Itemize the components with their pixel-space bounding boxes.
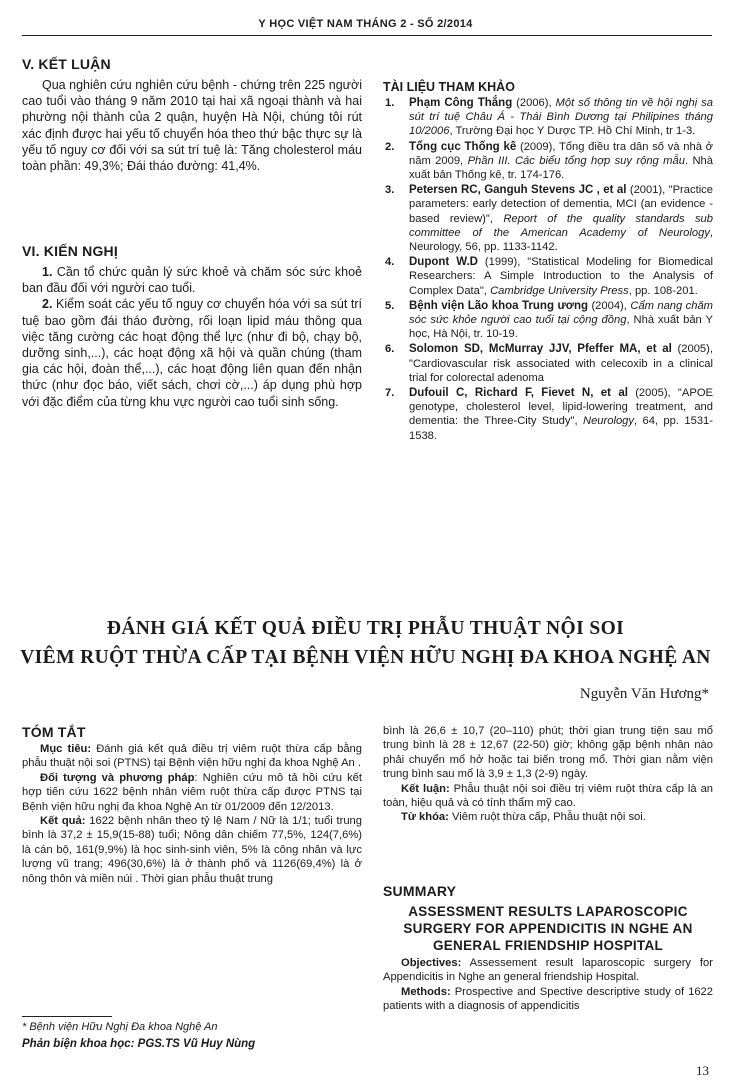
- recommendation-text-2: Kiểm soát các yếu tố nguy cơ chuyển hóa với sa sút trí tuệ bao gồm đái tháo đường, rối loạn lipid máu thông qua việc tăng cường các hoạt động thể lực (như đi bộ, chạy bộ, dưỡng sinh,...), các hoạt động xã hội và quần chúng (tham gia các hội, đoàn thể,...), các hoạt động liên quan đến nhận thức (như đọc báo, viết sách, chơi cờ,...) áp dụng phù hợp với đặc điểm của từng khu vực người cao tuổi sinh sống.: [22, 297, 362, 409]
- summary-title-line-3: GENERAL FRIENDSHIP HOSPITAL: [432, 938, 664, 953]
- abstract-conclusion-text: Phẫu thuật nội soi điều trị viêm ruột thừa cấp là an toàn, hiệu quả và có tính thẩm mỹ cao.: [383, 782, 714, 810]
- abstract-section: [22, 724, 362, 886]
- recommendation-num-1: 1.: [42, 265, 53, 279]
- journal-header: Y HỌC VIỆT NAM THÁNG 2 - SỐ 2/2014: [258, 18, 473, 30]
- references-section: [383, 80, 713, 444]
- reference-details: . Nhà xuất bản Thống kê, tr. 174-176.: [409, 154, 713, 182]
- reference-text: (2005), "APOE genotype, cholesterol level, lipid-lowering treatment, and dementia: the Three-City Study",: [409, 387, 713, 428]
- reference-number: 3.: [385, 184, 395, 197]
- reference-author: Dufouil C, Richard F, Fievet N, et al: [409, 387, 628, 400]
- abstract-results-continued: bình là 26,6 ± 10,7 (20–110) phút; thời gian trung tiện sau mổ trung bình là 28 ± 12,67 (22-50) giờ; không gặp bệnh nhân nào phải chuyển mổ hở hoặc tai biến trong mổ. Thời gian nằm viện trung bình sau mổ là 3,9 ± 1,3 (2-9) ngày.: [383, 725, 713, 781]
- summary-methods-label: Methods:: [401, 985, 451, 998]
- reference-details: , 64, pp. 1531-1538.: [409, 415, 713, 442]
- reference-text: (2009), Tổng điều tra dân số và nhà ở năm 2009,: [409, 140, 713, 167]
- reference-source: Neurology: [582, 415, 634, 428]
- abstract-keywords-text: Viêm ruột thừa cấp, Phẫu thuật nội soi.: [448, 811, 646, 824]
- article-title-line-2: VIÊM RUỘT THỪA CẤP TẠI BỆNH VIỆN HỮU NGHỊ ĐA KHOA NGHỆ AN: [20, 647, 711, 668]
- reference-item: [383, 140, 713, 183]
- recommendation-section: [22, 243, 362, 410]
- reference-text: (2004),: [588, 299, 631, 312]
- reference-source: Phần III. Các biểu tổng hợp suy rộng mẫu: [467, 154, 685, 167]
- reference-text: (2001), "Practice parameters: early detection of dementia, MCI (an evidence - based review)",: [409, 184, 713, 225]
- header-divider: [22, 35, 712, 36]
- reference-source: Cẩm nang chăm sóc sức khỏe người cao tuổi tại cộng đồng: [409, 299, 713, 327]
- abstract-title: TÓM TẮT: [22, 724, 86, 740]
- reference-number: 7.: [385, 387, 395, 400]
- summary-title-line-1: ASSESSMENT RESULTS LAPAROSCOPIC: [408, 904, 688, 919]
- reference-number: 6.: [385, 343, 395, 356]
- recommendation-item-1: [22, 264, 362, 296]
- abstract-results-label: Kết quả:: [40, 815, 86, 828]
- article-author: Nguyễn Văn Hương*: [579, 686, 709, 702]
- reference-item: [383, 299, 713, 342]
- summary-methods-text: Prospective and Spective descriptive study of 1622 patients with a diagnosis of appendicitis: [383, 985, 713, 1013]
- abstract-conclusion-label: Kết luận:: [401, 782, 450, 795]
- conclusion-title: V. KẾT LUẬN: [22, 56, 111, 72]
- reference-text: (2006),: [512, 97, 556, 109]
- recommendation-num-2: 2.: [42, 297, 53, 312]
- abstract-keywords: [383, 810, 713, 824]
- abstract-keywords-label: Từ khóa:: [401, 811, 449, 824]
- footnote-divider: [22, 1016, 112, 1017]
- recommendation-title: VI. KIẾN NGHỊ: [22, 243, 118, 259]
- reference-source: Một số thông tin về hội nghị sa sút trí tuệ Châu Á - Thái Bình Dương tại Philipines tháng 10/2006: [409, 97, 713, 138]
- references-list: [383, 96, 713, 443]
- reference-number: 5.: [385, 299, 395, 312]
- abstract-methods: [22, 771, 362, 814]
- reference-author: Phạm Công Thắng: [409, 97, 513, 109]
- footnote-reviewer: Phản biện khoa học: PGS.TS Vũ Huy Nùng: [22, 1038, 256, 1050]
- recommendation-item-2: [22, 296, 362, 409]
- abstract-conclusion: [383, 782, 713, 811]
- abstract-results-text: 1622 bệnh nhân theo tỷ lệ Nam / Nữ là 1/1; tuổi trung bình là 37,2 ± 15,9(15-88) tuổi; Nông dân chiếm 77,5%, 124(7,6%) là cán bộ, 161(9,9%) là học sinh-sinh viên, 5% là công nhân và lực lượng vũ trang; 496(30,6%) là ở thành phố và 1126(69,4%) là ở nông thôn và miền núi . Thời gian phẫu thuật trung: [22, 815, 362, 885]
- reference-item: [383, 342, 713, 385]
- abstract-methods-text: : Nghiên cứu mô tả hồi cứu kết hợp tiến cứu 1622 bệnh nhân viêm ruột thừa cấp được PTNS tại Bệnh viện hữu nghị đa khoa Nghệ An từ 01/2009 đến 12/2013.: [22, 771, 362, 813]
- abstract-methods-label: Đối tượng và phương pháp: [40, 771, 195, 784]
- reference-number: 4.: [385, 256, 395, 269]
- reference-author: Petersen RC, Ganguh Stevens JC , et al: [409, 184, 627, 197]
- article-title-line-1: ĐÁNH GIÁ KẾT QUẢ ĐIỀU TRỊ PHẪU THUẬT NỘI SOI: [106, 618, 625, 639]
- reference-item: [383, 386, 713, 443]
- reference-details: , pp. 108-201.: [628, 284, 698, 297]
- references-title: TÀI LIỆU THAM KHẢO: [383, 80, 515, 94]
- reference-item: [383, 96, 713, 139]
- reference-author: Bệnh viện Lão khoa Trung ương: [409, 299, 589, 312]
- reference-item: [383, 183, 713, 254]
- reference-details: , Neurology, 56, pp. 1133-1142.: [409, 226, 713, 254]
- summary-objectives-label: Objectives:: [401, 957, 462, 969]
- reference-item: [383, 255, 713, 298]
- reference-details: , Nhà xuất bản Y học, Hà Nội, tr. 10-19.: [409, 314, 713, 341]
- abstract-objective-label: Mục tiêu:: [40, 743, 92, 755]
- abstract-continued: [383, 724, 713, 825]
- summary-section: [383, 883, 713, 1014]
- reference-author: Solomon SD, McMurray JJV, Pfeffer MA, et al: [409, 343, 672, 356]
- abstract-results: [22, 814, 362, 886]
- summary-objectives-text: Assessement result laparoscopic surgery for Appendicitis in Nghe an general friendship Hospital.: [383, 957, 713, 984]
- reference-author: Tổng cục Thống kê: [409, 140, 517, 153]
- reference-number: 2.: [385, 140, 395, 153]
- summary-heading: SUMMARY: [383, 883, 457, 899]
- reference-text: (2005), "Cardiovascular risk associated with celecoxib in a clinical trial for colorectal adenoma: [409, 343, 713, 384]
- summary-methods: [383, 985, 713, 1014]
- reference-text: (1999), "Statistical Modeling for Biomedical Researchers: A Simple Introduction to the Analysis of Complex Data",: [409, 256, 713, 297]
- summary-title-line-2: SURGERY FOR APPENDICITIS IN NGHE AN: [403, 921, 693, 936]
- conclusion-section: [22, 56, 362, 174]
- reference-source: Cambridge University Press: [490, 284, 629, 297]
- reference-source: Report of the quality standards sub committee of the American Academy of Neurology: [409, 212, 713, 239]
- reference-number: 1.: [385, 97, 395, 109]
- abstract-objective-text: Đánh giá kết quả điều trị viêm ruột thừa cấp bằng phẫu thuật nội soi (PTNS) tại Bệnh viện hữu nghị đa khoa Nghệ An .: [22, 743, 362, 770]
- conclusion-text: Qua nghiên cứu nghiên cứu bệnh - chứng trên 225 người cao tuổi vào tháng 9 năm 2010 tại hai xã ngoại thành và hai phường nội thành của 2 quận, huyện Hà Nội, chúng tôi rút xác định được hai yếu tố chuyển hóa theo thứ bậc thực sự là yếu tố nguy cơ đối với sa sút trí tuệ là: Tăng cholesterol máu toàn phần: 49,3%; Đái tháo đường: 41,4%.: [22, 78, 362, 174]
- summary-objectives: [383, 956, 713, 985]
- reference-author: Dupont W.D: [409, 256, 478, 269]
- abstract-objective: [22, 742, 362, 771]
- footnote-affiliation: * Bệnh viện Hữu Nghị Đa khoa Nghệ An: [22, 1021, 218, 1033]
- reference-details: , Trường Đại học Y Dược TP. Hồ Chí Minh, tr 1-3.: [449, 125, 696, 138]
- recommendation-text-1: Cần tổ chức quản lý sức khoẻ và chăm sóc sức khoẻ ban đầu đối với người cao tuổi.: [22, 265, 362, 296]
- page-number: 13: [696, 1063, 709, 1078]
